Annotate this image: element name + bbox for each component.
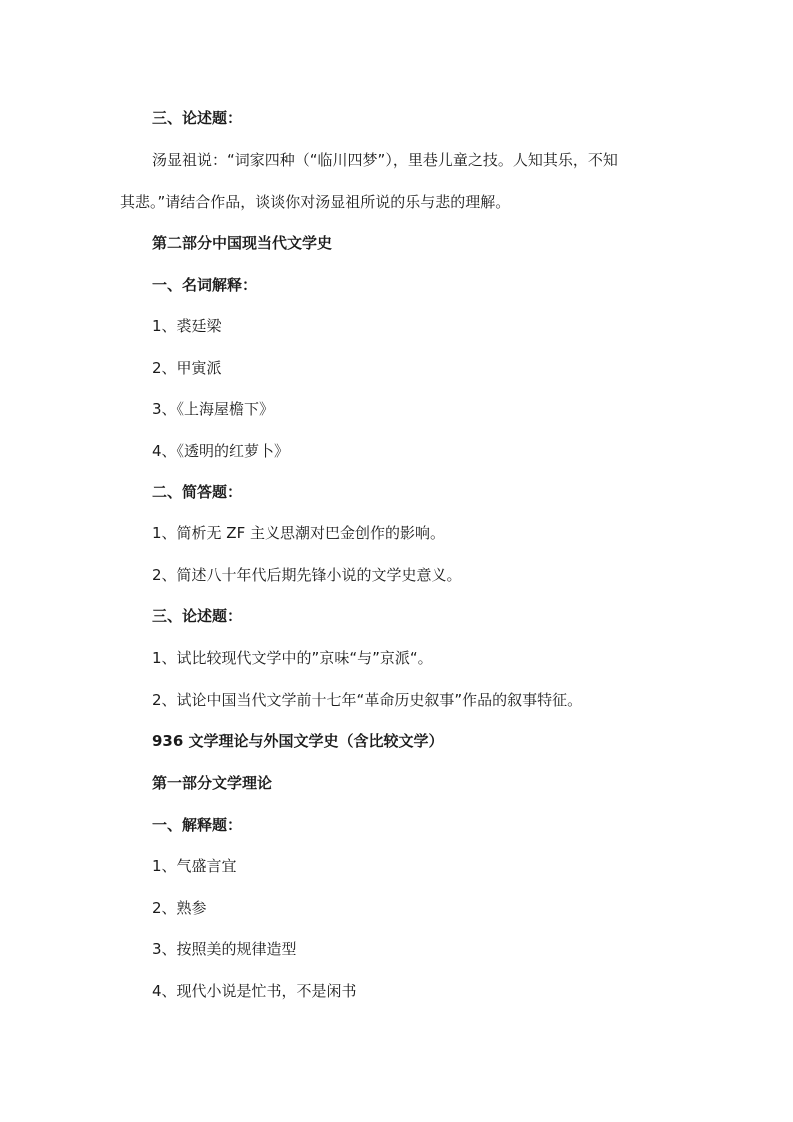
list-item: 2、试论中国当代文学前十七年“革命历史叙事”作品的叙事特征。 <box>152 691 583 709</box>
list-item: 3、按照美的规律造型 <box>152 940 297 958</box>
list-item: 2、熟参 <box>152 899 207 917</box>
section-heading-short-answer: 二、简答题： <box>152 483 243 501</box>
essay-question-line-1: 汤显祖说：“词家四种（“临川四梦”），里巷儿童之技。人知其乐，不知 <box>152 151 618 169</box>
list-item: 1、气盛言宜 <box>152 857 237 875</box>
exam-subject-heading: 936 文学理论与外国文学史（含比较文学） <box>152 732 444 750</box>
section-heading-explanation: 一、解释题： <box>152 816 243 834</box>
list-item: 1、试比较现代文学中的”京味“与”京派“。 <box>152 649 433 667</box>
list-item: 3、《上海屋檐下》 <box>152 400 275 418</box>
section-heading-essay: 三、论述题： <box>152 109 243 127</box>
part-heading-literary-theory: 第一部分文学理论 <box>152 774 273 792</box>
list-item: 1、简析无 ZF 主义思潮对巴金创作的影响。 <box>152 524 445 542</box>
list-item: 1、裘廷梁 <box>152 317 222 335</box>
section-heading-terms: 一、名词解释： <box>152 276 258 294</box>
section-heading-essay: 三、论述题： <box>152 607 243 625</box>
list-item: 2、简述八十年代后期先锋小说的文学史意义。 <box>152 566 462 584</box>
list-item: 4、现代小说是忙书，不是闲书 <box>152 982 357 1000</box>
part-heading-modern-literature: 第二部分中国现当代文学史 <box>152 234 333 252</box>
list-item: 2、甲寅派 <box>152 359 222 377</box>
essay-question-line-2: 其悲。”请结合作品，谈谈你对汤显祖所说的乐与悲的理解。 <box>120 193 511 211</box>
list-item: 4、《透明的红萝卜》 <box>152 442 290 460</box>
